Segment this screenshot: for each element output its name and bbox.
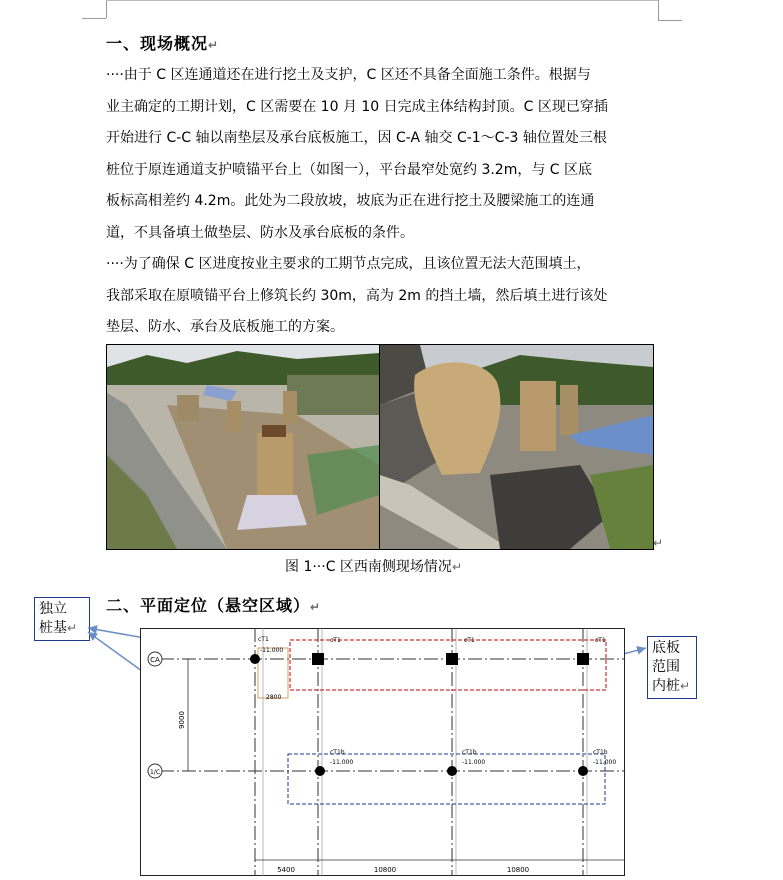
axis-label-ca: CA <box>150 656 160 664</box>
para1-line: 业主确定的工期计划，C 区需要在 10 月 10 日完成主体结构封顶。C 区现已穿插 <box>106 98 608 115</box>
pile-tag: cT1 <box>258 636 269 643</box>
para1-line: ····由于 C 区连通道还在进行挖土及支护，C 区还不具备全面施工条件。根据与 <box>106 67 591 83</box>
pile-tag: cT1 <box>330 637 341 644</box>
para2-line: ····为了确保 C 区进度按业主要求的工期节点完成，且该位置无法大范围填土， <box>106 256 591 272</box>
plan-drawing <box>140 628 625 876</box>
callout-line: 底板 <box>652 640 680 656</box>
section1-heading: 一、现场概况↵ <box>106 34 220 53</box>
para1-line: 板标高相差约 4.2m。此处为二段放坡，坡底为正在进行挖土及腰梁施工的连通 <box>106 193 595 209</box>
para1-line: 开始进行 C-C 轴以南垫层及承台底板施工，因 C-A 轴交 C-1～C-3 轴位置处三根 <box>106 130 607 146</box>
dim-small: 2800 <box>266 694 282 701</box>
pile-elevation: -11.000 <box>462 759 486 766</box>
dim-bottom: 10800 <box>373 866 397 874</box>
para2-line: 我部采取在原喷锚平台上修筑长约 30m，高为 2m 的挡土墙，然后填土进行该处 <box>106 287 608 304</box>
pile-tag: cT1b <box>462 749 477 756</box>
pile-tag: cT1 <box>464 637 475 644</box>
pile-elevation: -11.000 <box>330 759 354 766</box>
photo-end-mark: ↵ <box>653 536 664 550</box>
para1-line: 道，不具备填土做垫层、防水及承台底板的条件。 <box>106 224 414 241</box>
para2-line: 垫层、防水、承台及底板施工的方案。 <box>106 319 344 335</box>
pile-tag: cT1b <box>593 749 608 756</box>
pile-tag: cT1b <box>330 749 345 756</box>
dim-bottom: 5400 <box>277 866 295 874</box>
figure-caption: 图 1···C 区西南侧现场情况↵ <box>285 559 462 575</box>
axis-label-1c: 1/C <box>149 769 161 776</box>
dim-bottom: 10800 <box>506 866 530 874</box>
para1-line: 桩位于原连通道支护喷锚平台上（如图一），平台最窄处宽约 3.2m，与 C 区底 <box>106 161 593 178</box>
callout-line: 桩基↵ <box>39 620 78 636</box>
callout-line: 独立 <box>39 601 67 617</box>
dim-vertical: 9000 <box>178 711 186 729</box>
pile-tag: cT1 <box>595 637 606 644</box>
callout-line: 内桩↵ <box>652 678 691 694</box>
section2-heading: 二、平面定位（悬空区域）↵ <box>106 596 322 615</box>
pile-elevation: -11.000 <box>593 759 617 766</box>
pile-elevation: -11.000 <box>260 647 284 654</box>
callout-line: 范围 <box>652 659 680 675</box>
